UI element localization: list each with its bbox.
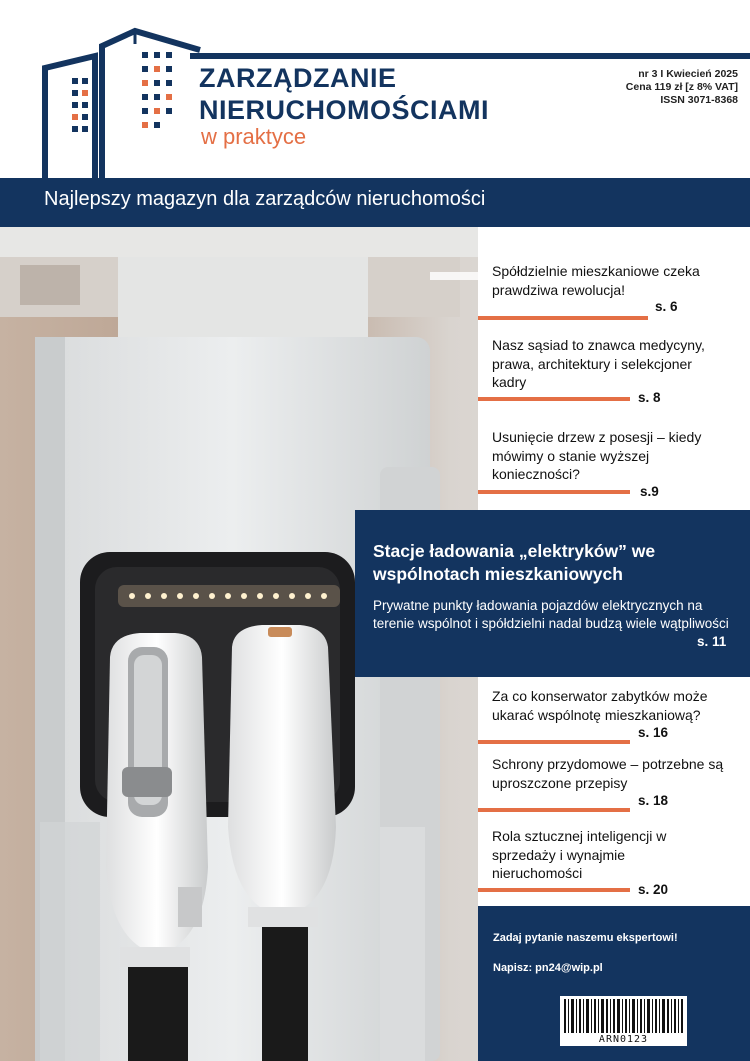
barcode-icon (564, 999, 683, 1033)
building-logo-icon (40, 26, 205, 178)
feature-page: s. 11 (697, 634, 727, 649)
feature-article-box (355, 510, 750, 677)
article-divider (478, 808, 630, 812)
article-title: Za co konserwator zabytków może ukarać wspólnotę mieszkaniową? (492, 688, 708, 723)
article-title: Schrony przydomowe – potrzebne są uproszczone przepisy (492, 756, 724, 791)
article-divider (478, 397, 630, 401)
article-title: Usunięcie drzew z posesji – kiedy mówimy o stanie wyższej konieczności? (492, 429, 702, 482)
article-divider (478, 490, 630, 494)
header-rule (190, 53, 750, 59)
article-title: Nasz sąsiad to znawca medycyny, prawa, architektury i selekcjoner kadry (492, 337, 705, 390)
article-divider (478, 740, 630, 744)
article-page: s. 20 (638, 882, 669, 897)
tagline: Najlepszy magazyn dla zarządców nieruchomości (44, 188, 486, 210)
magazine-title-line-2: NIERUCHOMOŚCIAMI (199, 95, 489, 125)
article-page: s. 6 (655, 299, 678, 314)
contact-email[interactable]: Napisz: pn24@wip.pl (493, 962, 603, 974)
issue-number: nr 3 I Kwiecień 2025 (638, 68, 738, 80)
article-divider (478, 888, 630, 892)
article-title: Rola sztucznej inteligencji w sprzedaży i wynajmie nieruchomości (492, 828, 667, 881)
masthead (0, 0, 750, 178)
magazine-title-line-1: ZARZĄDZANIE (199, 63, 397, 93)
article-page: s. 18 (638, 793, 669, 808)
magazine-subtitle: w praktyce (201, 124, 307, 149)
expert-question-prompt: Zadaj pytanie naszemu ekspertowi! (493, 932, 678, 944)
barcode-number: ARN0123 (598, 1034, 649, 1045)
issue-issn: ISSN 3071-8368 (660, 94, 738, 106)
article-page: s. 16 (638, 725, 669, 740)
article-title: Spółdzielnie mieszkaniowe czeka prawdziwa rewolucja! (492, 263, 700, 298)
article-page: s.9 (640, 484, 659, 499)
issue-price: Cena 119 zł [z 8% VAT] (625, 81, 738, 93)
feature-title: Stacje ładowania „elektryków” we wspólnotach mieszkaniowych (373, 541, 656, 584)
article-divider (478, 316, 648, 320)
feature-description: Prywatne punkty ładowania pojazdów elektrycznych na terenie wspólnot i spółdzielni nadal budzą wiele wątpliwości (373, 598, 729, 631)
article-page: s. 8 (638, 390, 661, 405)
